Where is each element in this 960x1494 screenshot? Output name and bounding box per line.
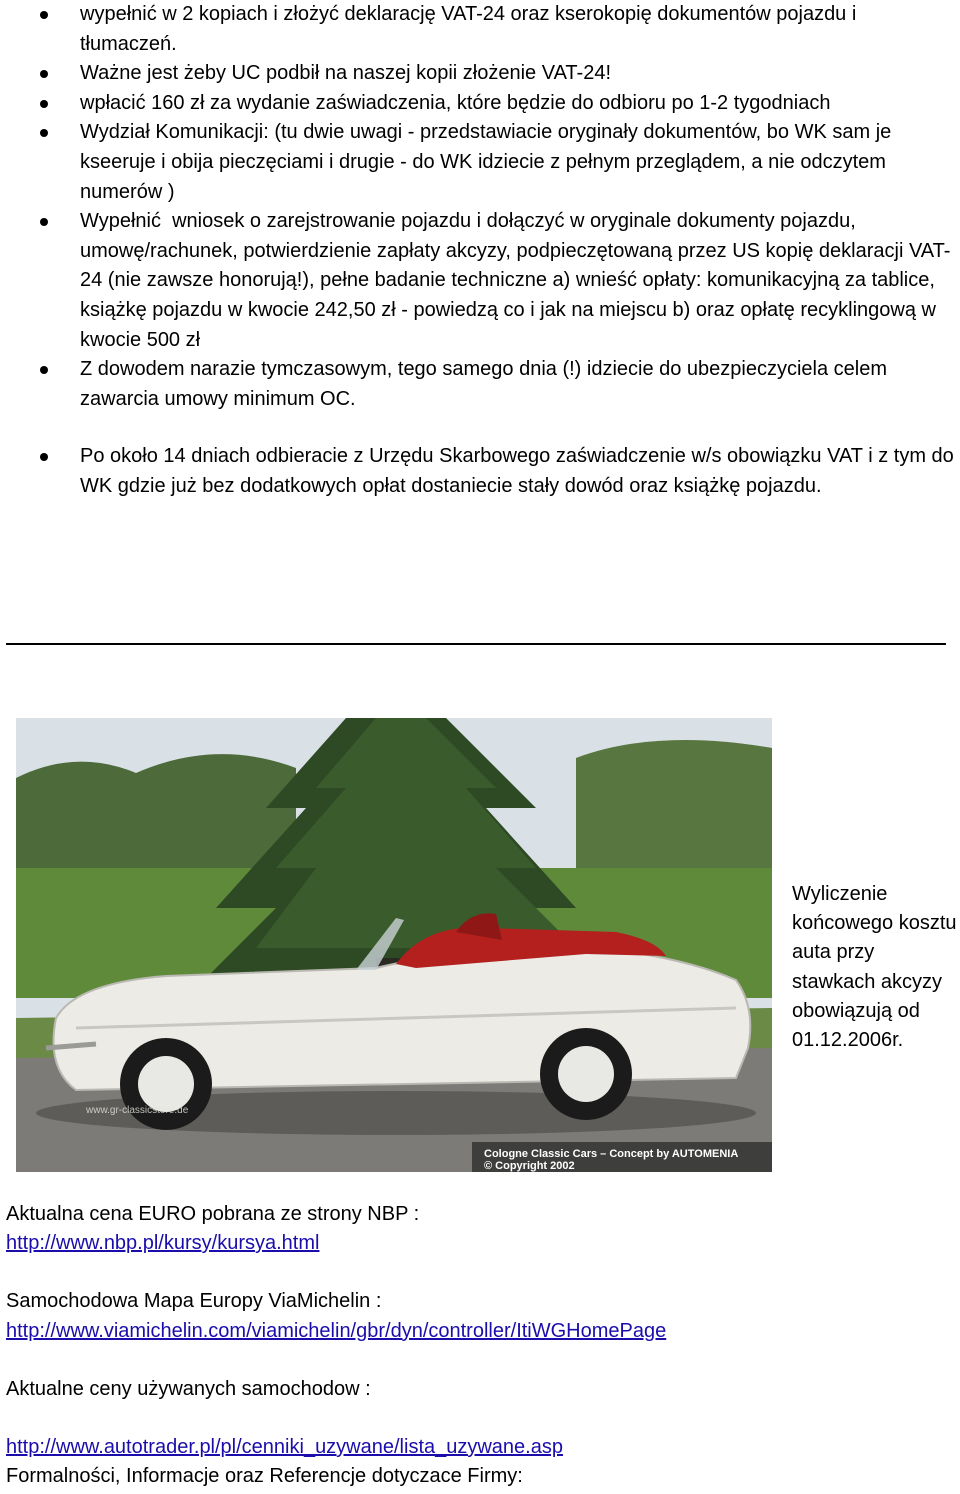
reference-links xyxy=(6,1200,956,1491)
watermark-line-1: Cologne Classic Cars – Concept by AUTOMENIA xyxy=(484,1148,739,1160)
nbp-link[interactable]: http://www.nbp.pl/kursy/kursya.html xyxy=(6,1232,320,1255)
list-item xyxy=(0,118,960,207)
rear-hubcap xyxy=(558,1046,614,1102)
list-item-text: Z dowodem narazie tymczasowym, tego samego dnia (!) idziecie do ubezpieczyciela celem zawarcia umowy minimum OC. xyxy=(80,358,893,410)
photo-caption: Wyliczenie końcowego kosztu auta przy stawkach akcyzy obowiązują od 01.12.2006r. xyxy=(792,883,957,1052)
list-item-text: wpłacić 160 zł za wydanie zaświadczenia, które będzie do odbioru po 1-2 tygodniach xyxy=(80,91,831,114)
list-item-text: Wypełnić wniosek o zarejstrowanie pojazdu i dołączyć w oryginale dokumenty pojazdu, umowę/rachunek, potwierdzienie zapłaty akcyzy, podpieczętowaną przez US kopię deklaracji VAT-24 (nie zawsze honorują!), pełne badanie techniczne a) wnieść opłaty: komunikacyjną za tablice, książkę pojazdu w kwocie 242,50 zł - powiedzą co i jak na miejscu b) oraz opłatę recyklingową w kwocie 500 zł xyxy=(80,210,951,351)
list-item xyxy=(0,355,960,414)
car-photo xyxy=(16,718,772,1172)
list-item-text: wypełnić w 2 kopiach i złożyć deklarację VAT-24 oraz kserokopię dokumentów pojazdu i tłumaczeń. xyxy=(80,3,862,55)
front-hubcap xyxy=(138,1056,194,1112)
watermark-line-2: © Copyright 2002 xyxy=(484,1160,575,1172)
list-item xyxy=(0,89,960,119)
list-item xyxy=(0,59,960,89)
list-item xyxy=(0,207,960,355)
michelin-link[interactable]: http://www.viamichelin.com/viamichelin/gbr/dyn/controller/ItiWGHomePage xyxy=(6,1319,667,1342)
bullet-icon xyxy=(40,100,48,108)
list-item xyxy=(0,0,960,59)
nbp-label: Aktualna cena EURO pobrana ze strony NBP : xyxy=(6,1203,420,1225)
list-item-text: Ważne jest żeby UC podbił na naszej kopii złożenie VAT-24! xyxy=(80,62,612,85)
michelin-label: Samochodowa Mapa Europy ViaMichelin : xyxy=(6,1290,382,1313)
michelin-paragraph xyxy=(6,1287,956,1345)
list-item xyxy=(0,442,960,501)
footer-label: Formalności, Informacje oraz Referencje dotyczace Firmy: xyxy=(6,1465,523,1488)
nbp-paragraph xyxy=(6,1200,956,1258)
horizontal-divider xyxy=(6,643,946,645)
site-watermark: www.gr-classicstore.de xyxy=(86,1105,189,1116)
bullet-icon xyxy=(40,366,48,374)
used-cars-paragraph xyxy=(6,1375,956,1404)
bullet-icon xyxy=(40,70,48,78)
bullet-icon xyxy=(40,453,48,461)
used-cars-label: Aktualne ceny używanych samochodow : xyxy=(6,1377,371,1400)
bullet-icon xyxy=(40,129,48,137)
bullet-icon xyxy=(40,11,48,19)
instruction-list xyxy=(0,0,960,502)
autotrader-paragraph xyxy=(6,1433,956,1491)
list-item-text: Wydział Komunikacji: (tu dwie uwagi - przedstawiacie oryginały dokumentów, bo WK sam je kseeruje i obija pieczęciami i drugie - do WK idziecie z pełnym przeglądem, a nie odczytem numerów ) xyxy=(80,121,897,203)
autotrader-link[interactable]: http://www.autotrader.pl/pl/cenniki_uzywane/lista_uzywane.asp xyxy=(6,1436,563,1459)
bullet-icon xyxy=(40,218,48,226)
list-item-text: Po około 14 dniach odbieracie z Urzędu Skarbowego zaświadczenie w/s obowiązku VAT i z tym do WK gdzie już bez dodatkowych opłat dostaniecie stały dowód oraz książkę pojazdu. xyxy=(80,445,960,497)
